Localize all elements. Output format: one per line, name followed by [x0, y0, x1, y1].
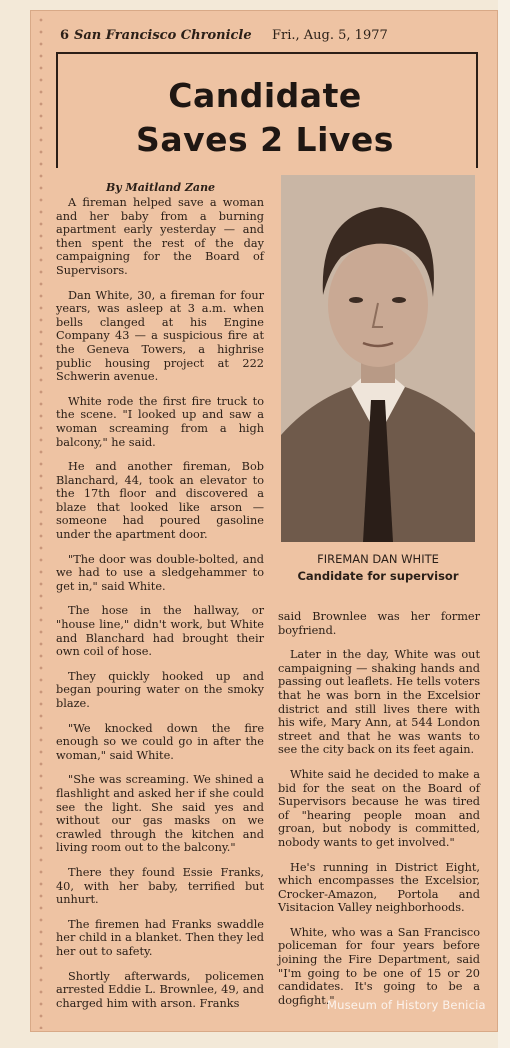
perforated-edge: [38, 14, 44, 1029]
paragraph: Dan White, 30, a fireman for four years, was asleep at 3 a.m. when bells clanged at his Engine Company 43 — a suspicious fire at the Geneva Towers, a highrise public housing project at 222 Schwerin avenue.: [56, 288, 264, 384]
paragraph: "The door was double-bolted, and we had to use a sledgehammer to get in," said White.: [56, 552, 264, 593]
background-edge: [498, 0, 510, 1048]
paragraph: Later in the day, White was out campaigning — shaking hands and passing out leaflets. He tells voters that he was born in the Excelsior district and still lives there with his wife, Mary Ann, at 544 London street and that he was wants to see the city back on its feet again.: [278, 648, 480, 757]
page-number: 6: [60, 28, 70, 43]
paragraph: A fireman helped save a woman and her baby from a burning apartment early yesterday — and then spent the rest of the day campaigning for the Board of Supervisors.: [56, 196, 264, 277]
portrait-photo: [281, 175, 475, 542]
paragraph: White rode the first fire truck to the scene. "I looked up and saw a woman screaming from a high balcony," he said.: [56, 394, 264, 449]
photo-caption-title: Candidate for supervisor: [297, 569, 459, 583]
paragraph: Shortly afterwards, policemen arrested Eddie L. Brownlee, 49, and charged him with arson. Franks: [56, 969, 264, 1010]
right-column: [278, 610, 480, 1018]
headline-line-2: Saves 2 Lives: [136, 120, 394, 159]
watermark: Museum of History Benicia: [327, 998, 486, 1012]
paragraph: The firemen had Franks swaddle her child in a blanket. Then they led her out to safety.: [56, 917, 264, 958]
paragraph: said Brownlee was her former boyfriend.: [278, 610, 480, 637]
paragraph: White, who was a San Francisco policeman for four years before joining the Fire Department, said "I'm going to be one of 15 or 20 candidates. It's going to be a dogfight.": [278, 925, 480, 1007]
paragraph: He and another fireman, Bob Blanchard, 44, took an elevator to the 17th floor and discovered a blaze that looked like arson — someone had poured gasoline under the apartment door.: [56, 460, 264, 542]
paragraph: "We knocked down the fire enough so we could go in after the woman," said White.: [56, 721, 264, 762]
paragraph: He's running in District Eight, which encompasses the Excelsior, Crocker-Amazon, Portola and Visitacion Valley neighborhoods.: [278, 860, 480, 915]
paragraph: They quickly hooked up and began pouring water on the smoky blaze.: [56, 669, 264, 710]
paragraph: "She was screaming. We shined a flashlight and asked her if she could see the light. She said yes and without our gas masks on we crawled through the kitchen and living room out to the balcony.": [56, 773, 264, 855]
paragraph: The hose in the hallway, or "house line," didn't work, but White and Blanchard had brought their own coil of hose.: [56, 604, 264, 659]
paragraph: There they found Essie Franks, 40, with her baby, terrified but unhurt.: [56, 865, 264, 907]
issue-date: Fri., Aug. 5, 1977: [272, 28, 388, 43]
byline: By Maitland Zane: [106, 181, 216, 194]
headline-line-1: Candidate: [168, 76, 362, 115]
newspaper-name: San Francisco Chronicle: [74, 28, 252, 43]
paragraph: White said he decided to make a bid for the seat on the Board of Supervisors because he was tired of "hearing people moan and groan, but nobody is committed, nobody wants to get involved.": [278, 767, 480, 849]
photo-caption-name: FIREMAN DAN WHITE: [317, 552, 439, 566]
page-header: [60, 26, 480, 48]
headline: [56, 74, 474, 162]
left-column: [56, 196, 264, 1021]
